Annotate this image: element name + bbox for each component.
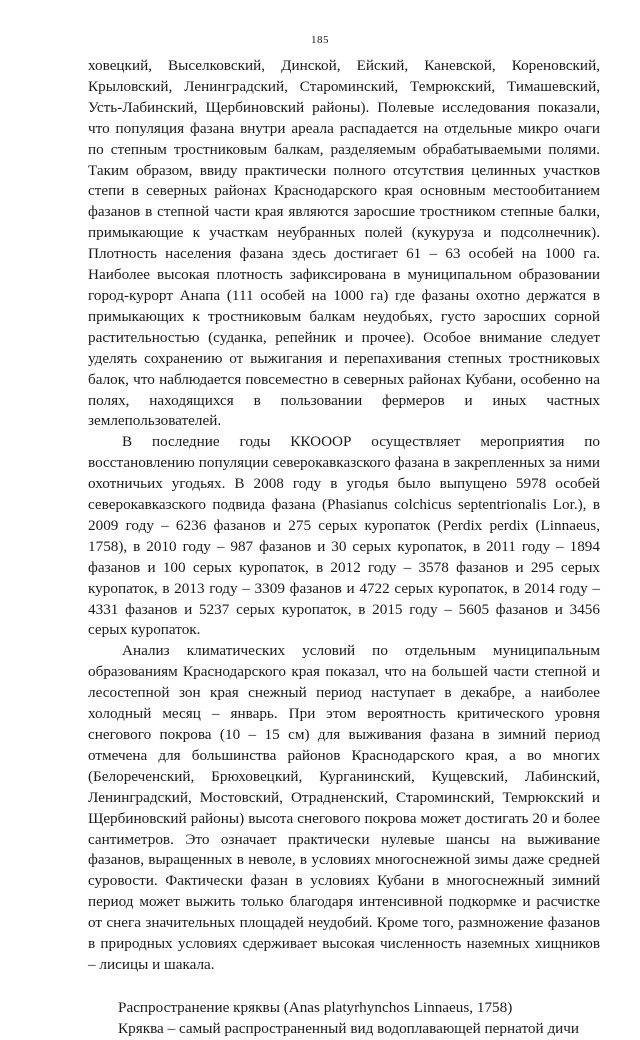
- paragraph-pheasant-habitat: ховецкий, Выселковский, Динской, Ейский, Каневской, Кореновский, Крыловский, Ленинградский, Староминский, Темрюкский, Тимашевский, Усть-Лабинский, Щербиновский районы). Полевые исследования показали, что популяция фазана внутри ареала распадается на отдельные микро очаги по степным тростниковым балкам, разделяемым обрабатываемыми полями. Таким образом, ввиду практически полного отсутствия целинных участков степи в северных районах Краснодарского края основным местообитанием фазанов в степной части края являются заросшие тростником степные балки, примыкающие к участкам неубранных полей (кукуруза и подсолнечник). Плотность населения фазана здесь достигает 61 – 63 особей на 1000 га. Наиболее высокая плотность зафиксирована в муниципальном образовании город-курорт Анапа (111 особей на 1000 га) где фазаны охотно держатся в примыкающих к тростниковым балкам неудобьях, густо заросших сорной растительностью (суданка, репейник и прочее). Особое внимание следует уделять сохранению от выжигания и перепахивания степных тростниковых балок, что наблюдается повсеместно в северных районах Кубани, особенно на полях, находящихся в пользовании фермеров и иных частных землепользователей.: [88, 57, 600, 430]
- page-number: 185: [311, 34, 329, 46]
- paragraph-restoration: В последние годы ККОООР осуществляет мероприятия по восстановлению популяции северокавказского фазана в закрепленных за ними охотничьих угодьях. В 2008 году в угодья было выпущено 5978 особей северокавказского подвида фазана (Phasianus colchicus septentrionalis Lor.), в 2009 году – 6236 фазанов и 275 серых куропаток (Perdix perdix (Linnaeus, 1758), в 2010 году – 987 фазанов и 30 серых куропаток, в 2011 году – 1894 фазанов и 100 серых куропаток, в 2012 году – 3578 фазанов и 295 серых куропаток, в 2013 году – 3309 фазанов и 4722 серых куропаток, в 2014 году – 4331 фазанов и 5237 серых куропаток, в 2015 году – 5605 фазанов и 3456 серых куропаток.: [88, 433, 600, 639]
- section-heading: Распространение кряквы (Anas platyrhynchos Linnaeus, 1758): [118, 998, 513, 1016]
- page-body: [88, 56, 600, 1040]
- paragraph-climate: Анализ климатических условий по отдельным муниципальным образованиям Краснодарского края показал, что на большей части степной и лесостепной зон края снежный период наступает в декабре, а наиболее холодный месяц – январь. При этом вероятность критического уровня снегового покрова (10 – 15 см) для выживания фазана в зимний период отмечена для большинства районов Краснодарского края, а во многих (Белореченский, Брюховецкий, Курганинский, Кущевский, Лабинский, Ленинградский, Мостовский, Отрадненский, Староминский, Темрюкский и Щербиновский районы) высота снегового покрова может достигать 20 и более сантиметров. Это означает практически нулевые шансы на выживание фазанов, выращенных в неволе, в условиях многоснежной зимы даже средней суровости. Фактически фазан в условиях Кубани в многоснежный зимний период может выжить только благодаря интенсивной подкормке и расчистке от снега значительных площадей неудобий. Кроме того, размножение фазанов в природных условиях сдерживает высокая численность наземных хищников – лисицы и шакала.: [88, 642, 600, 973]
- section-first-line: Кряква – самый распространенный вид водоплавающей пернатой дичи: [118, 1019, 580, 1037]
